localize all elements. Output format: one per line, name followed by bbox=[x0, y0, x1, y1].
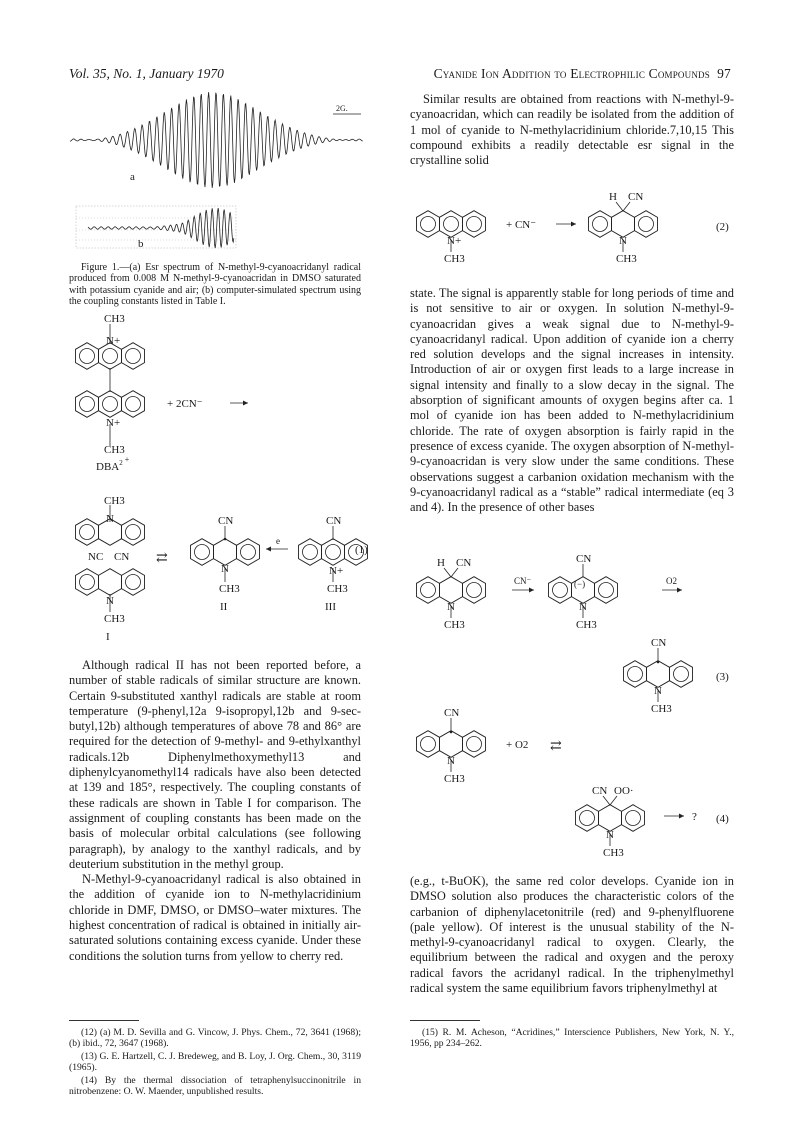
ch3-product: CH3 bbox=[616, 253, 637, 265]
n-4a: N bbox=[447, 755, 455, 767]
right-column-middle bbox=[410, 286, 734, 515]
o2-label: O2 bbox=[666, 576, 677, 586]
ch3-reactant: CH3 bbox=[444, 253, 465, 265]
scheme-2-cyanide-addition bbox=[410, 182, 740, 278]
left-paragraph-1: Although radical II has not been reported before, a number of stable radicals of similar structure are known. Certain 9-substituted xanthyl radicals are stable at room temperature (9-phenyl,12a 9-isopropyl,12b and 9-sec-butyl,12b) although temperatures of above 78 and 86° are required for the detection of 9-methyl- and 9-ethylxanthyl radicals.12b Diphenylmethoxymethyl13 and diphenylcyanomethyl14 radicals have also been detected at 139 and 185°, respectively. The coupling constants of these radicals are shown in Table I for comparison. The assignment of coupling constants has been made on the basis of molecular orbital calculations (see following paragraph), by analogy to the xanthyl radicals, and by deuterium substitution in the methyl group. bbox=[69, 658, 361, 871]
cn-label-II: CN bbox=[218, 515, 234, 527]
ch3-top: CH3 bbox=[104, 313, 125, 325]
cn-label-3c: CN bbox=[651, 637, 667, 649]
cn-minus-label: CN⁻ bbox=[514, 576, 532, 586]
n-I-bottom: N bbox=[106, 595, 114, 607]
right-column-intro bbox=[410, 92, 734, 168]
footnote-14: (14) By the thermal dissociation of tetraphenylsuccinonitrile in nitrobenzene: O. W. Maender, unpublished results. bbox=[69, 1074, 361, 1098]
dba-label: DBA$^2$ + bbox=[96, 455, 130, 473]
left-column-body bbox=[69, 658, 361, 964]
right-column-lower bbox=[410, 874, 734, 996]
ch3-3b: CH3 bbox=[576, 619, 597, 631]
label-I: I bbox=[106, 631, 110, 643]
scale-label: 2G. bbox=[336, 104, 348, 113]
equilibrium-arrow-1: ⇄ bbox=[156, 551, 168, 566]
scheme-3-4-oxidation bbox=[410, 548, 740, 870]
reagent-cn: + CN⁻ bbox=[506, 219, 537, 231]
spectrum-b-label: b bbox=[138, 238, 144, 250]
ch3-I-bottom: CH3 bbox=[104, 613, 125, 625]
spectrum-b bbox=[76, 206, 236, 248]
question-mark: ? bbox=[692, 811, 697, 823]
cn-label-4a: CN bbox=[444, 707, 460, 719]
oo-label: OO· bbox=[614, 785, 634, 797]
h-label: H bbox=[609, 191, 617, 203]
cn-label-2: CN bbox=[628, 191, 644, 203]
footnote-13: (13) G. E. Hartzell, C. J. Bredeweg, and B. Loy, J. Org. Chem., 30, 3119 (1965). bbox=[69, 1050, 361, 1074]
footnote-12: (12) (a) M. D. Sevilla and G. Vincow, J. Phys. Chem., 72, 3641 (1968); (b) ibid., 72, 3647 (1968). bbox=[69, 1027, 361, 1050]
n-I-top: N bbox=[106, 513, 114, 525]
cn-label-III: CN bbox=[326, 515, 342, 527]
n-3c: N bbox=[654, 685, 662, 697]
footnote-rule-right bbox=[410, 1020, 480, 1021]
right-paragraph-1: Similar results are obtained from reactions with N-methyl-9-cyanoacridan, which can readily be isolated from the addition of 1 mol of cyanide to N-methylacridinium chloride.7,10,15 This compound exhibits a readily detectable esr signal in the crystalline solid bbox=[410, 92, 734, 168]
n-3b: N bbox=[579, 601, 587, 613]
left-paragraph-2: N-Methyl-9-cyanoacridanyl radical is also obtained in the addition of cyanide ion to N-methylacridinium chloride in DMF, DMSO, or DMSO–water mixtures. The highest concentration of radical is obtained in initially air-saturated solutions containing excess cyanide. Under these conditions the solution turns from yellow to cherry red. bbox=[69, 872, 361, 963]
nc-label: NC bbox=[88, 551, 104, 563]
equilibrium-arrow-4: ⇄ bbox=[550, 739, 562, 754]
n-II: N bbox=[221, 563, 229, 575]
left-footnotes bbox=[69, 1027, 361, 1098]
eq-number-3: (3) bbox=[716, 671, 729, 683]
ch3-I-top: CH3 bbox=[104, 495, 125, 507]
ch3-II: CH3 bbox=[219, 583, 240, 595]
right-paragraph-3: (e.g., t-BuOK), the same red color develops. Cyanide ion in DMSO solution also produces the characteristic colors of the carbanion of diphenylacetonitrile (red) and 9-phenylfluorene (pale yellow). Of interest is the unusual stability of the N-methyl-9-cyanoacridanyl radical to oxygen. Clearly, the equilibrium between the radical and oxygen and the peroxy radical favors the acridanyl radical. In the triphenylmethyl radical system the same equilibrium favors triphenylmethyl at bbox=[410, 874, 734, 996]
electron-label: e bbox=[276, 536, 280, 546]
ch3-4b: CH3 bbox=[603, 847, 624, 859]
running-header-left: Vol. 35, No. 1, January 1970 bbox=[69, 66, 224, 81]
spectrum-a bbox=[70, 92, 363, 188]
cn-label-4b: CN bbox=[592, 785, 608, 797]
acridinium-lower bbox=[76, 368, 145, 446]
label-II: II bbox=[220, 601, 228, 613]
running-header-title: Cyanide Ion Addition to Electrophilic Compounds bbox=[433, 66, 710, 81]
nplus-top: N+ bbox=[106, 335, 121, 347]
reagent-2cn: + 2CN⁻ bbox=[167, 398, 203, 410]
eq-number-4: (4) bbox=[716, 813, 729, 825]
anion-label: (−) bbox=[574, 579, 586, 589]
ch3-III: CH3 bbox=[327, 583, 348, 595]
eq-number-2: (2) bbox=[716, 221, 729, 233]
page-number: 97 bbox=[717, 66, 731, 81]
ch3-3c: CH3 bbox=[651, 703, 672, 715]
figure-1-esr-spectrum bbox=[68, 88, 368, 258]
figure-1-caption-text: Figure 1.—(a) Esr spectrum of N-methyl-9-cyanoacridanyl radical produced from 0.008 M N-methyl-9-cyanoacridan in DMSO saturated with potassium cyanide and air; (b) computer-simulated spectrum using the coupling constants listed in Table I. bbox=[69, 262, 361, 308]
plus-o2: + O2 bbox=[506, 739, 529, 751]
label-III: III bbox=[325, 601, 336, 613]
cn-label-3b: CN bbox=[576, 553, 592, 565]
right-footnotes bbox=[410, 1027, 734, 1051]
nplus-bottom: N+ bbox=[106, 417, 121, 429]
h-label-3: H bbox=[437, 557, 445, 569]
right-paragraph-2: state. The signal is apparently stable for long periods of time and is not sensitive to air or oxygen. In solution N-methyl-9-cyanoacridan gives a weak signal due to N-methyl-9-cyanoacridanyl radical. Upon addition of cyanide ion a cherry red solution develops and the signal increases in intensity. Introduction of air or oxygen first leads to a large increase in signal intensity and finally to a slow decay in the signal. The absorption of significant amounts of oxygen begins after ca. 1 mol of cyanide ion has been added to N-methylacridinium chloride. The rate of oxygen absorption is fairly rapid in the presence of excess cyanide. The oxygen absorption of N-methyl-9-cyanoacridan is very slow under the same conditions. These observations suggest a carbanion oxidation mechanism with the 9-cyanoacridanyl radical as a “stable” radical intermediate (eq 3 and 4). In the presence of other bases bbox=[410, 286, 734, 515]
ch3-bottom: CH3 bbox=[104, 444, 125, 456]
cn-label-3a: CN bbox=[456, 557, 472, 569]
scheme-1-dba-reaction bbox=[62, 300, 372, 650]
footnote-15: (15) R. M. Acheson, “Acridines,” Interscience Publishers, New York, N. Y., 1956, pp 234–262. bbox=[410, 1027, 734, 1050]
n-product: N bbox=[619, 235, 627, 247]
eq-number-1: (1) bbox=[355, 544, 368, 556]
ch3-4a: CH3 bbox=[444, 773, 465, 785]
n-4b: N bbox=[606, 829, 614, 841]
footnote-rule-left bbox=[69, 1020, 139, 1021]
spectrum-a-label: a bbox=[130, 171, 135, 183]
cn-label-I: CN bbox=[114, 551, 130, 563]
nplus-reactant: N+ bbox=[447, 235, 462, 247]
running-header-right bbox=[434, 66, 731, 82]
ch3-3a: CH3 bbox=[444, 619, 465, 631]
nplus-III: N+ bbox=[329, 565, 344, 577]
n-3a: N bbox=[447, 601, 455, 613]
